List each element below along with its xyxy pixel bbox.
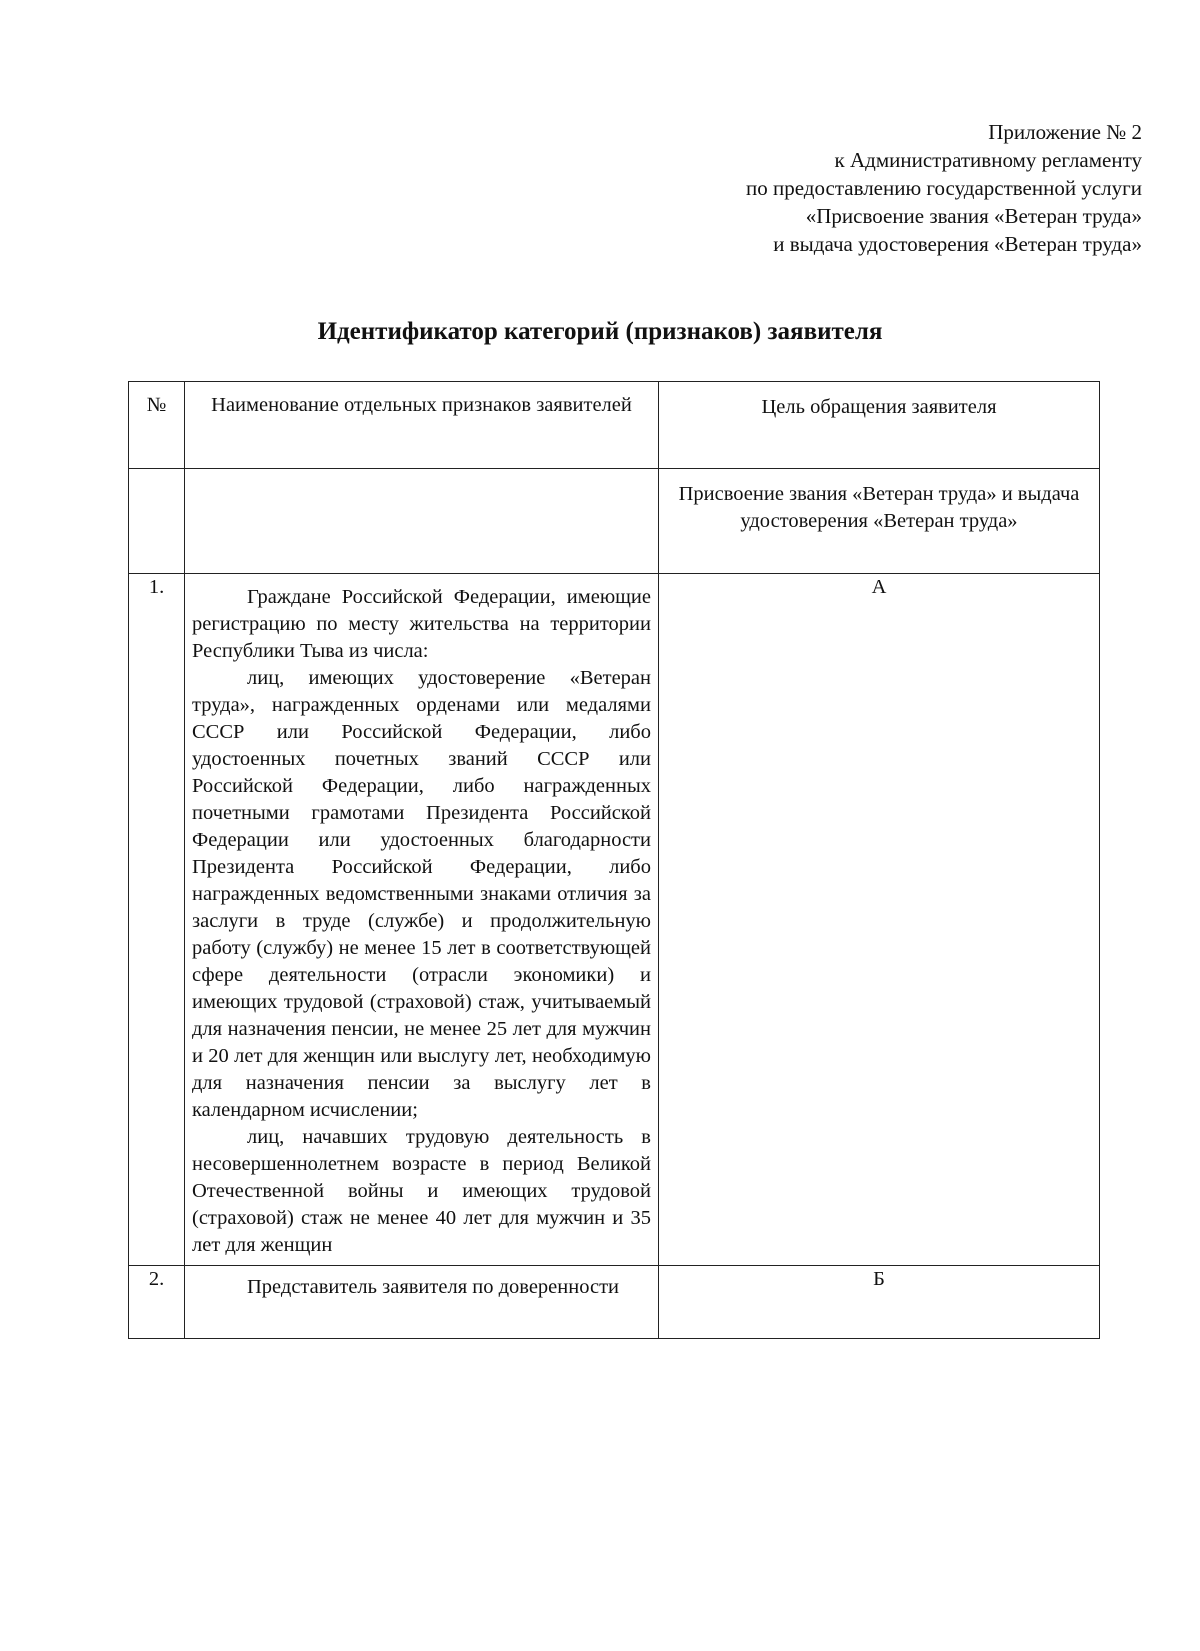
criteria-table xyxy=(128,381,1100,1339)
table-row xyxy=(129,574,1100,1266)
table-subheader-row xyxy=(129,469,1100,574)
subheader-empty-cell xyxy=(185,469,659,574)
header-number: № xyxy=(129,382,185,469)
row-criteria xyxy=(185,574,659,1266)
criteria-paragraph: Представитель заявителя по доверенности xyxy=(247,1276,620,1298)
subheader-purpose: Присвоение звания «Ветеран труда» и выдача удостоверения «Ветеран труда» xyxy=(659,469,1100,574)
appendix-line: к Административному регламенту xyxy=(834,148,1142,172)
row-code: А xyxy=(659,574,1100,1266)
appendix-line: и выдача удостоверения «Ветеран труда» xyxy=(773,232,1142,256)
appendix-note xyxy=(746,118,1142,258)
criteria-paragraph: лиц, начавших трудовую деятельность в несовершеннолетнем возрасте в период Великой Отечественной войны и имеющих трудовой (страховой) стаж не менее 40 лет для мужчин и 35 лет для женщин xyxy=(192,1126,651,1256)
document-title: Идентификатор категорий (признаков) заявителя xyxy=(317,318,883,345)
header-criteria-name: Наименование отдельных признаков заявителей xyxy=(185,382,659,469)
row-code: Б xyxy=(659,1266,1100,1339)
row-criteria xyxy=(185,1266,659,1339)
row-number: 2. xyxy=(129,1266,185,1339)
criteria-paragraph: Граждане Российской Федерации, имеющие регистрацию по месту жительства на территории Республики Тыва из числа: xyxy=(192,586,651,662)
row-number: 1. xyxy=(129,574,185,1266)
header-purpose: Цель обращения заявителя xyxy=(659,382,1100,469)
table-row xyxy=(129,1266,1100,1339)
appendix-line: «Присвоение звания «Ветеран труда» xyxy=(805,204,1142,228)
appendix-line: Приложение № 2 xyxy=(988,120,1142,144)
criteria-paragraph: лиц, имеющих удостоверение «Ветеран труда», награжденных орденами или медалями СССР или Российской Федерации, либо удостоенных почетных званий СССР или Российской Федерации, либо награжденных почетными грамотами Президента Российской Федерации или удостоенных благодарности Президента Российской Федерации, либо награжденных ведомственными знаками отличия за заслуги в труде (службе) и продолжительную работу (службу) не менее 15 лет в соответствующей сфере деятельности (отрасли экономики) и имеющих трудовой (страховой) стаж, учитываемый для назначения пенсии, не менее 25 лет для мужчин и 20 лет для женщин или выслугу лет, необходимую для назначения пенсии за выслугу лет в календарном исчислении; xyxy=(192,667,651,1121)
appendix-line: по предоставлению государственной услуги xyxy=(746,176,1142,200)
subheader-empty-cell xyxy=(129,469,185,574)
table-header-row xyxy=(129,382,1100,469)
